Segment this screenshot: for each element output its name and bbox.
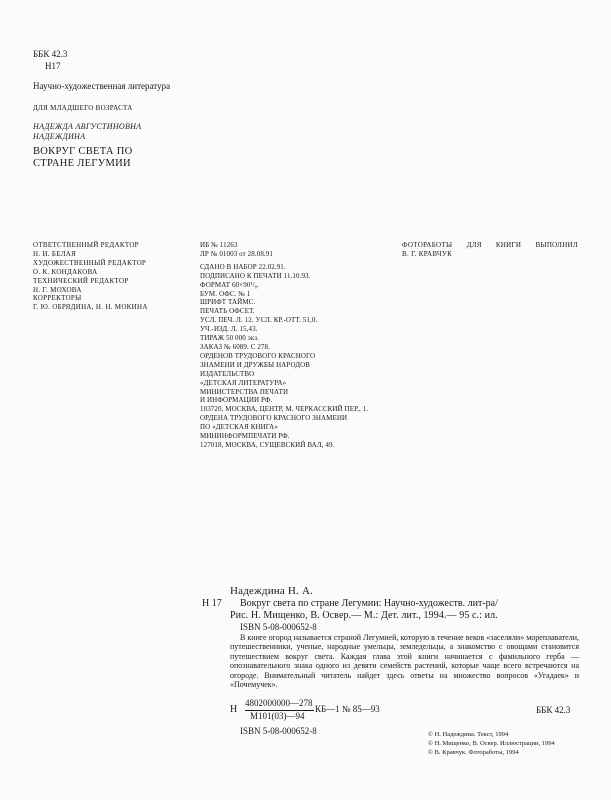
book-index: Н17 <box>45 61 61 71</box>
credit-line: КОРРЕКТОРЫ <box>33 294 82 303</box>
publication-line: «ДЕТСКАЯ ЛИТЕРАТУРА» <box>200 378 287 387</box>
publication-line: СДАНО В НАБОР 22.02.91. <box>200 262 286 271</box>
catalog-annotation: В книге огород называется страной Легумией, которую в течение веков «заселяли» мореплаватели, путешественники, ученые, народные умельцы, земледельцы, а знакомство с овощами становится путешествием вокруг света. Каждая глава этой книги начинается с фамильного герба — опознавательного знака одного из девяти семейств растений, которые чаще всего встречаются на огороде. Внимательный читатель найдет здесь ответы на множество вопросов «Угадаек» и «Почемучек». <box>230 633 579 690</box>
author-name: НАДЕЖДА АВГУСТИНОВНА НАДЕЖДИНА <box>33 122 142 141</box>
credits-list <box>33 241 148 312</box>
credit-line: ТЕХНИЧЕСКИЙ РЕДАКТОР <box>33 276 129 285</box>
publication-line: УЧ.-ИЗД. Л. 15,43. <box>200 325 258 334</box>
credit-line: Г. Ю. ОБРЯДИНА, Н. Н. МОКИНА <box>33 303 148 312</box>
catalog-index: Н 17 <box>202 598 222 609</box>
photo-credit-line2: В. Г. КРАВЧУК <box>402 250 453 258</box>
credit-line: ОТВЕТСТВЕННЫЙ РЕДАКТОР <box>33 241 139 249</box>
publication-line: ПЕЧАТЬ ОФСЕТ. <box>200 307 255 316</box>
publication-line: МИНИНФОРМПЕЧАТИ РФ. <box>200 432 290 441</box>
catalog-code-suffix: КБ—1 № 85—93 <box>315 704 380 714</box>
publication-line: ЗНАМЕНИ И ДРУЖБЫ НАРОДОВ <box>200 360 311 369</box>
copyright-line: © Н. Надеждина. Текст, 1994 <box>428 731 509 738</box>
catalog-bbk: ББК 42.3 <box>536 705 571 715</box>
credit-line: О. К. КОНДАКОВА <box>33 267 98 276</box>
publication-line: ФОРМАТ 60×90¹/₈. <box>200 280 260 289</box>
credit-line: Н. Г. МОХОВА <box>33 285 82 294</box>
publication-line: И ИНФОРМАЦИИ РФ. <box>200 396 273 405</box>
publication-line: ТИРАЖ 50 000 экз. <box>200 334 259 343</box>
catalog-code-h: Н <box>230 704 238 715</box>
catalog-description-line2: Рис. Н. Мищенко, В. Освер.— М.: Дет. лит., 1994.— 95 с.: ил. <box>230 610 498 621</box>
publication-line: 127018, МОСКВА, СУЩЕВСКИЙ ВАЛ, 49. <box>200 440 335 449</box>
copyright-block <box>428 730 555 757</box>
catalog-code-numerator: 4802000000—278 <box>245 698 314 711</box>
publication-line: ПО «ДЕТСКАЯ КНИГА» <box>200 423 278 432</box>
publication-line: ИЗДАТЕЛЬСТВО <box>200 369 255 378</box>
bbk-code: ББК 42.3 <box>33 49 68 59</box>
publication-line: ЛР № 01003 от 28.08.91 <box>200 249 273 258</box>
publication-line: 103720, МОСКВА, ЦЕНТР, М. ЧЕРКАССКИЙ ПЕР., 1. <box>200 405 369 414</box>
book-title: ВОКРУГ СВЕТА ПО СТРАНЕ ЛЕГУМИИ <box>33 146 133 169</box>
catalog-isbn-bottom: ISBN 5-08-000652-8 <box>240 726 317 736</box>
credit-line: Н. И. БЕЛАЯ <box>33 249 77 258</box>
publication-line: УСЛ. ПЕЧ. Л. 12. УСЛ. КР.-ОТТ. 51,0. <box>200 316 318 325</box>
publication-line: ЗАКАЗ № 6089. С 278. <box>200 342 270 351</box>
publication-line: ОРДЕНОВ ТРУДОВОГО КРАСНОГО <box>200 351 316 360</box>
catalog-isbn: ISBN 5-08-000652-8 <box>240 622 317 632</box>
publication-line: ПОДПИСАНО К ПЕЧАТИ 11.10.93. <box>200 271 311 280</box>
publication-line: ШРИФТ ТАЙМС. <box>200 298 256 307</box>
credit-line: ХУДОЖЕСТВЕННЫЙ РЕДАКТОР <box>33 258 147 267</box>
publication-line: ОРДЕНА ТРУДОВОГО КРАСНОГО ЗНАМЕНИ <box>200 414 348 423</box>
publication-details <box>200 241 368 450</box>
copyright-line: © В. Кравчук. Фотоработы, 1994 <box>428 749 519 756</box>
publication-line: ИБ № 11263 <box>200 241 238 249</box>
catalog-description-line1: Вокруг света по стране Легумии: Научно-художеств. лит-ра/ <box>240 598 498 609</box>
catalog-author-heading: Надеждина Н. А. <box>230 585 314 597</box>
photo-credit-line1: ФОТОРАБОТЫ ДЛЯ КНИГИ ВЫПОЛНИЛ <box>402 241 578 249</box>
publication-line: МИНИСТЕРСТВА ПЕЧАТИ <box>200 387 289 396</box>
catalog-code-denominator: М101(03)—94 <box>250 711 305 721</box>
audience-label: ДЛЯ МЛАДШЕГО ВОЗРАСТА <box>33 104 133 112</box>
copyright-line: © Н. Мищенко, В. Освер. Иллюстрации, 1994 <box>428 740 555 747</box>
genre-label: Научно-художественная литература <box>33 81 171 91</box>
publication-line: БУМ. ОФС. № 1 <box>200 289 251 298</box>
